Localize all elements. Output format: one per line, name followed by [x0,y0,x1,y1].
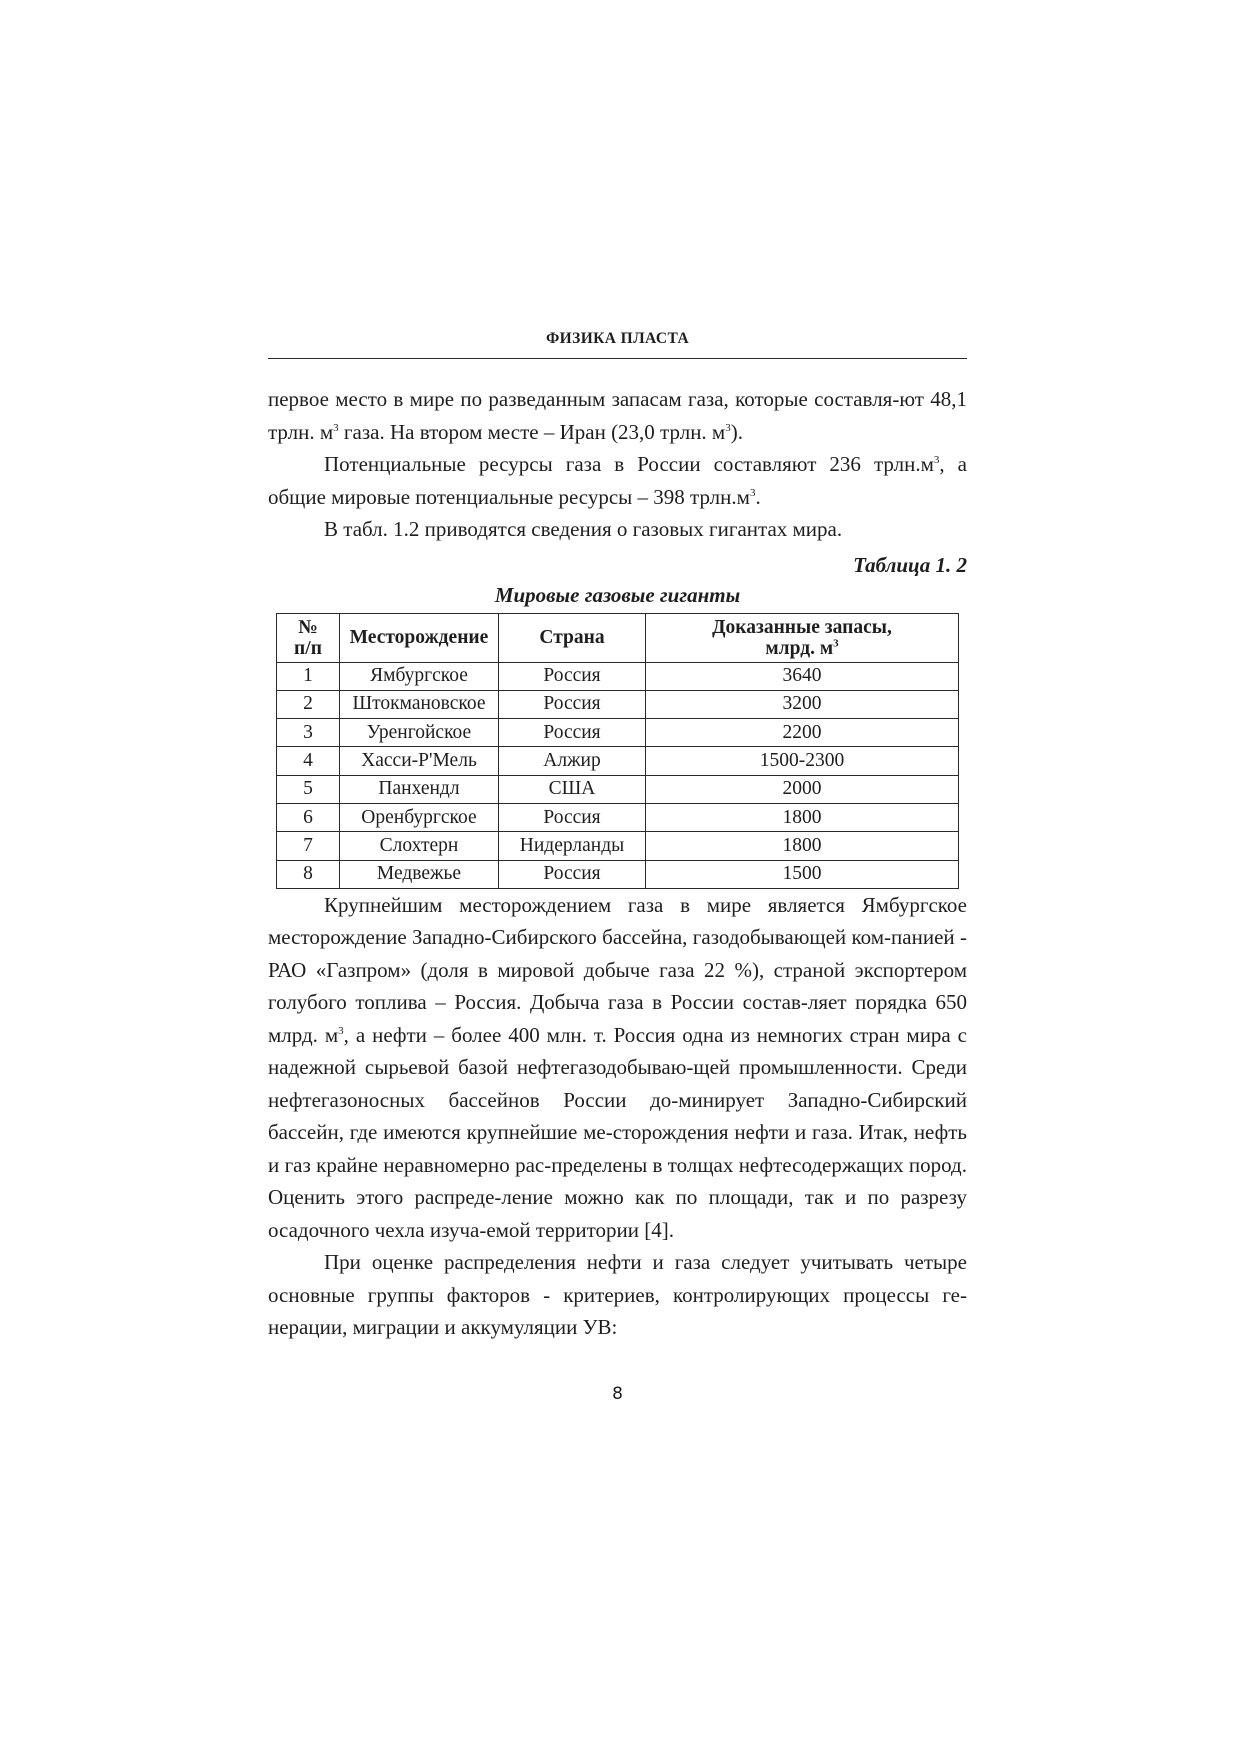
cell-number: 5 [277,775,340,803]
header-country: Страна [499,613,646,662]
cell-field: Панхендл [340,775,499,803]
cell-number: 8 [277,860,340,888]
cell-reserves: 2200 [646,719,959,747]
cell-field: Штокмановское [340,690,499,718]
table-row [277,747,959,775]
page-number: 8 [612,1384,623,1404]
cell-number: 1 [277,662,340,690]
header-rule [268,358,967,359]
table-title: Мировые газовые гиганты [494,582,741,607]
table-row [277,803,959,831]
cell-country: США [499,775,646,803]
cell-number: 3 [277,719,340,747]
header-reserves: Доказанные запасы, млрд. $м^3$ [646,613,959,662]
cell-field: Оренбургское [340,803,499,831]
cell-country: Россия [499,719,646,747]
cell-country: Россия [499,690,646,718]
paragraph-intro-3: В табл. 1.2 приводятся сведения о газовых гигантах мира. [324,517,843,541]
cell-field: Хасси-Р'Мель [340,747,499,775]
running-title: ФИЗИКА ПЛАСТА [545,330,690,347]
header-field: Месторождение [340,613,499,662]
cell-number: 6 [277,803,340,831]
cell-field: Слохтерн [340,832,499,860]
table-row [277,832,959,860]
cell-country: Нидерланды [499,832,646,860]
cell-number: 7 [277,832,340,860]
gas-giants-table [276,613,959,889]
cell-country: Алжир [499,747,646,775]
table-row [277,662,959,690]
cell-field: Медвежье [340,860,499,888]
table-row [277,690,959,718]
cell-reserves: 1500-2300 [646,747,959,775]
table-row [277,860,959,888]
paragraph-intro-1: первое место в мире по разведанным запасам газа, которые составля-ют 48,1 трлн. $м^3$ газа. На втором месте – Иран (23,0 трлн. $м^3$). [268,387,967,444]
cell-reserves: 3640 [646,662,959,690]
cell-reserves: 3200 [646,690,959,718]
cell-reserves: 2000 [646,775,959,803]
header-number: № п/п [277,613,340,662]
cell-number: 4 [277,747,340,775]
paragraph-main: Крупнейшим месторождением газа в мире является Ямбургское месторождение Западно-Сибирского бассейна, газодобывающей ком-панией - РАО «Газпром» (доля в мировой добыче газа 22 %), страной экспортером голубого топлива – Россия. Добыча газа в России состав-ляет порядка 650 млрд. $м^3$, а нефти – более 400 млн. т. Россия одна из немногих стран мира с надежной сырьевой базой нефтегазодобываю-щей промышленности. Среди нефтегазоносных бассейнов России до-минирует Западно-Сибирский бассейн, где имеются крупнейшие ме-сторождения нефти и газа. Итак, нефть и газ крайне неравномерно рас-пределены в толщах нефтесодержащих пород. Оценить этого распреде-ление можно как по площади, так и по разрезу осадочного чехла изуча-емой территории [4]. [268,892,968,1242]
table-header-row [277,613,959,662]
paragraph-factors: При оценке распределения нефти и газа следует учитывать четыре основные группы факторов - критериев, контролирующих процессы ге-нерации, миграции и аккумуляции УВ: [268,1250,967,1340]
cell-country: Россия [499,860,646,888]
page-body [268,383,967,1344]
table-row [277,775,959,803]
paragraph-intro-2: Потенциальные ресурсы газа в России составляют 236 $трлн.м^3$, а общие мировые потенциальные ресурсы – 398 $трлн.м^3$. [268,452,967,509]
cell-country: Россия [499,662,646,690]
cell-reserves: 1500 [646,860,959,888]
table-row [277,719,959,747]
cell-field: Уренгойское [340,719,499,747]
cell-field: Ямбургское [340,662,499,690]
cell-reserves: 1800 [646,803,959,831]
cell-reserves: 1800 [646,832,959,860]
table-label: Таблица 1. 2 [853,552,967,577]
cell-country: Россия [499,803,646,831]
cell-number: 2 [277,690,340,718]
